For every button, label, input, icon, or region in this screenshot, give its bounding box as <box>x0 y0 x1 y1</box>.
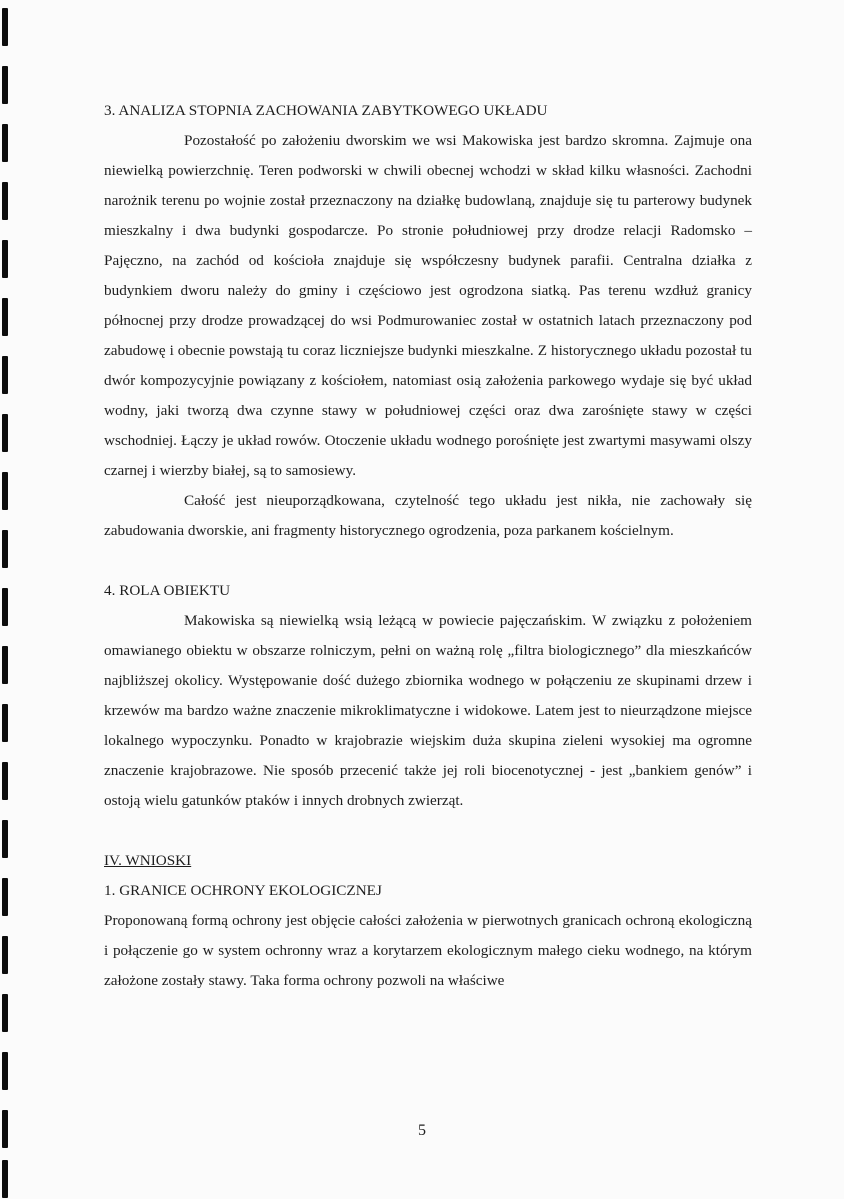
binding-hole-mark <box>2 878 8 916</box>
binding-hole-mark <box>2 124 8 162</box>
chapter-heading-conclusions: IV. WNIOSKI <box>104 852 192 869</box>
binding-hole-mark <box>2 66 8 104</box>
binding-marks <box>0 0 14 1199</box>
binding-hole-mark <box>2 182 8 220</box>
section-heading-analysis: 3. ANALIZA STOPNIA ZACHOWANIA ZABYTKOWEGO UKŁADU <box>104 102 548 119</box>
binding-hole-mark <box>2 704 8 742</box>
section-paragraph: Proponowaną formą ochrony jest objęcie całości założenia w pierwotnych granicach ochroną ekologiczną i połączenie go w system ochronny wraz a korytarzem ekologicznym małego cieku wodnego, na którym założone zostały stawy. Taka forma ochrony pozwoli na właściwe <box>104 912 752 989</box>
section-heading-role: 4. ROLA OBIEKTU <box>104 582 231 599</box>
binding-hole-mark <box>2 994 8 1032</box>
binding-hole-mark <box>2 472 8 510</box>
binding-hole-mark <box>2 530 8 568</box>
section-heading-protection-limits: 1. GRANICE OCHRONY EKOLOGICZNEJ <box>104 882 382 899</box>
binding-hole-mark <box>2 1160 8 1198</box>
section-paragraph: Makowiska są niewielką wsią leżącą w powiecie pajęczańskim. W związku z położeniem omawianego obiektu w obszarze rolniczym, pełni on ważną rolę „filtra biologicznego” dla mieszkańców najbliższej okolicy. Występowanie dość dużego zbiornika wodnego w połączeniu ze skupinami drzew i krzewów ma bardzo ważne znaczenie mikroklimatyczne i widokowe. Latem jest to nieurządzone miejsce lokalnego wypoczynku. Ponadto w krajobrazie wiejskim duża skupina zieleni wysokiej ma ogromne znaczenie krajobrazowe. Nie sposób przecenić także jej roli biocenotycznej - jest „bankiem genów” i ostoją wielu gatunków ptaków i innych drobnych zwierząt. <box>104 612 752 809</box>
binding-hole-mark <box>2 646 8 684</box>
binding-hole-mark <box>2 1052 8 1090</box>
binding-hole-mark <box>2 240 8 278</box>
section-paragraph: Całość jest nieuporządkowana, czytelność tego układu jest nikła, nie zachowały się zabudowania dworskie, ani fragmenty historycznego ogrodzenia, poza parkanem kościelnym. <box>104 492 752 539</box>
document-body <box>104 96 752 996</box>
binding-hole-mark <box>2 8 8 46</box>
binding-hole-mark <box>2 414 8 452</box>
section-paragraph: Pozostałość po założeniu dworskim we wsi Makowiska jest bardzo skromna. Zajmuje ona niewielką powierzchnię. Teren podworski w chwili obecnej wchodzi w skład kilku własności. Zachodni narożnik terenu po wojnie został przeznaczony na działkę budowlaną, znajduje się tu parterowy budynek mieszkalny i dwa budynki gospodarcze. Po stronie południowej przy drodze relacji Radomsko – Pajęczno, na zachód od kościoła znajduje się współczesny budynek parafii. Centralna działka z budynkiem dworu należy do gminy i częściowo jest ogrodzona siatką. Pas terenu wzdłuż granicy północnej przy drodze prowadzącej do wsi Podmurowaniec został w ostatnich latach przeznaczony pod zabudowę i obecnie powstają tu coraz liczniejsze budynki mieszkalne. Z historycznego układu pozostał tu dwór kompozycyjnie powiązany z kościołem, natomiast osią założenia parkowego wydaje się być układ wodny, jaki tworzą dwa czynne stawy w południowej części oraz dwa zarośnięte stawy w części wschodniej. Łączy je układ rowów. Otoczenie układu wodnego porośnięte jest zwartymi masywami olszy czarnej i wierzby białej, są to samosiewy. <box>104 132 752 479</box>
binding-hole-mark <box>2 762 8 800</box>
binding-hole-mark <box>2 936 8 974</box>
binding-hole-mark <box>2 298 8 336</box>
binding-hole-mark <box>2 820 8 858</box>
page-number: 5 <box>418 1122 426 1139</box>
binding-hole-mark <box>2 356 8 394</box>
binding-hole-mark <box>2 588 8 626</box>
